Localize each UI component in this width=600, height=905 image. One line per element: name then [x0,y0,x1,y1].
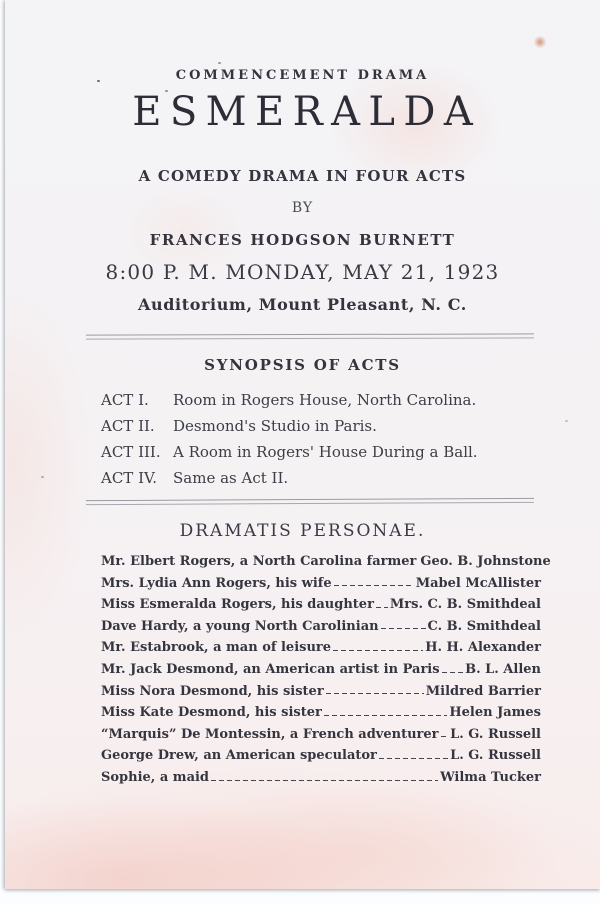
cast-role: “Marquis” De Montessin, a French adventurer [101,726,439,742]
cast-row [101,619,541,634]
cast-actor: L. G. Russell [450,726,541,742]
by-label: BY [291,200,314,216]
act-label: ACT III. [101,443,161,461]
act-label: ACT I. [101,391,149,409]
cast-role: Mr. Estabrook, a man of leisure [101,640,332,656]
cast-row [101,576,541,591]
performance-datetime: 8:00 P. M. MONDAY, MAY 21, 1923 [105,260,500,284]
venue: Auditorium, Mount Pleasant, N. C. [138,295,467,314]
page-title: ESMERALDA [132,89,482,135]
author-name: FRANCES HODGSON BURNETT [149,231,456,249]
cast-actor: Mabel McAllister [415,575,541,591]
act-description: Room in Rogers House, North Carolina. [173,391,477,409]
cast-actor: Wilma Tucker [440,769,541,785]
cast-role: Mr. Elbert Rogers, a North Carolina farmer [101,554,417,569]
cast-row [101,770,541,785]
program-page [5,0,600,889]
dotted-leader [326,684,424,695]
cast-row [101,597,541,612]
act-description: A Room in Rogers' House During a Ball. [173,443,478,461]
cast-role: George Drew, an American speculator [101,748,377,764]
act-row [101,387,600,413]
dotted-leader [379,748,448,759]
synopsis-list [101,387,600,491]
cast-role: Mrs. Lydia Ann Rogers, his wife [101,575,332,591]
program-kicker: COMMENCEMENT DRAMA [175,68,430,83]
program-subtitle: A COMEDY DRAMA IN FOUR ACTS [138,167,467,185]
cast-actor: L. G. Russell [450,748,541,764]
cast-role: Miss Nora Desmond, his sister [101,683,324,699]
dotted-leader [441,727,449,738]
synopsis-heading: SYNOPSIS OF ACTS [204,356,401,374]
cast-heading: DRAMATIS PERSONAE. [179,521,426,541]
divider-rule [86,333,534,339]
dotted-leader [333,640,423,651]
act-row [101,439,600,465]
cast-list [101,554,551,785]
act-row [101,413,600,439]
divider-rule [86,498,534,505]
act-description: Same as Act II. [173,469,289,487]
dotted-leader [376,597,388,608]
cast-role: Dave Hardy, a young North Carolinian [101,618,379,634]
cast-role: Sophie, a maid [101,769,210,785]
dotted-leader [381,619,426,630]
cast-row [101,727,541,742]
cast-row [101,554,551,569]
dotted-leader [324,705,447,716]
cast-role: Mr. Jack Desmond, an American artist in Paris [101,661,440,677]
cast-row [101,705,541,720]
cast-actor: Mrs. C. B. Smithdeal [389,597,541,613]
act-label: ACT II. [101,417,155,435]
act-row [101,465,600,491]
cast-actor: Helen James [449,705,541,721]
act-label: ACT IV. [101,469,157,487]
dotted-leader [211,770,438,781]
cast-actor: Mildred Barrier [425,683,541,699]
cast-row [101,748,541,763]
dotted-leader [442,662,464,673]
cast-actor: C. B. Smithdeal [427,618,541,634]
act-description: Desmond's Studio in Paris. [173,417,377,435]
cast-actor: Geo. B. Johnstone [420,554,551,569]
cast-role: Miss Kate Desmond, his sister [101,705,322,721]
cast-row [101,662,541,677]
cast-role: Miss Esmeralda Rogers, his daughter [101,597,374,613]
program-content [5,0,600,889]
cast-row [101,640,541,655]
cast-actor: H. H. Alexander [425,640,541,656]
dotted-leader [334,576,414,587]
cast-row [101,684,541,699]
cast-actor: B. L. Allen [465,661,541,677]
